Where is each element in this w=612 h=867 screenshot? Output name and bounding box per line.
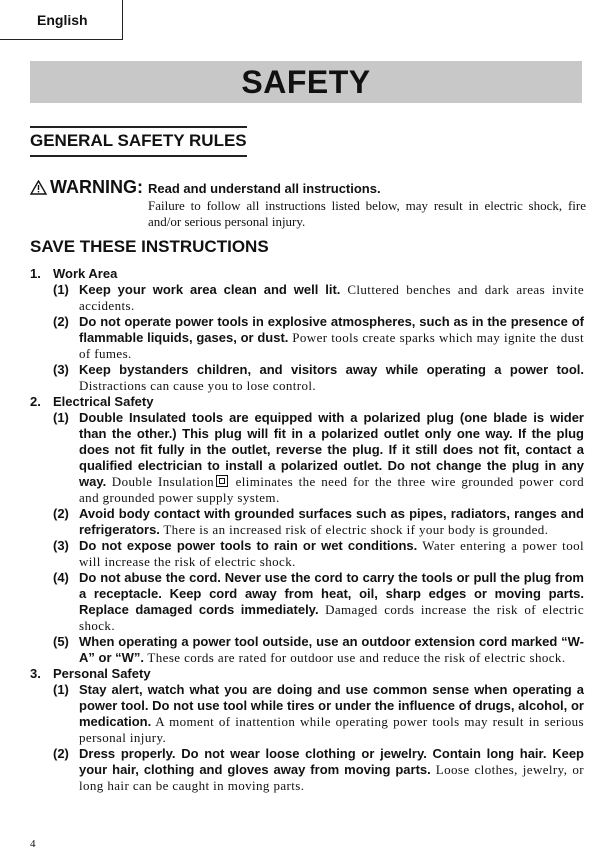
section-title: [30, 394, 584, 410]
rule-explanation: Power tools create sparks which may ignite the dust of fumes.: [79, 330, 584, 361]
rule-explanation: A moment of inattention while operating power tools may result in serious personal injury.: [79, 714, 584, 745]
section-number: 1.: [30, 266, 41, 281]
rule-item: [30, 282, 584, 314]
item-number: (1): [53, 282, 69, 297]
warning-word: WARNING:: [50, 177, 143, 197]
language-tab: [0, 0, 123, 40]
rule-emphasis: Keep your work area clean and well lit.: [79, 282, 341, 297]
item-number: (4): [53, 570, 69, 585]
rule-explanation: Damaged cords increase the risk of electric shock.: [79, 602, 584, 633]
rule-section: [30, 266, 584, 394]
save-instructions-heading: SAVE THESE INSTRUCTIONS: [30, 237, 269, 256]
rule-section: [30, 666, 584, 794]
item-number: (2): [53, 506, 69, 521]
rule-emphasis: When operating a power tool outside, use an outdoor extension cord marked “W-A” or “W”.: [79, 634, 584, 665]
rule-emphasis: Do not operate power tools in explosive atmospheres, such as in the presence of flammable liquids, gases, or dust.: [79, 314, 584, 345]
rule-explanation: Loose clothes, jewelry, or long hair can be caught in moving parts.: [79, 762, 584, 793]
item-number: (2): [53, 314, 69, 329]
section-title-text: Electrical Safety: [53, 394, 154, 409]
rule-emphasis: Avoid body contact with grounded surfaces such as pipes, radiators, ranges and refrigerators.: [79, 506, 584, 537]
rule-emphasis: Stay alert, watch what you are doing and use common sense when operating a power tool. Do not use tool while tires or under the influence of drugs, alcohol, or medication.: [79, 682, 584, 729]
rule-item: [30, 634, 584, 666]
section-title-text: Personal Safety: [53, 666, 151, 681]
rule-emphasis: Do not expose power tools to rain or wet conditions.: [79, 538, 418, 553]
warning-body: Failure to follow all instructions listed below, may result in electric shock, fire and/or serious personal injury.: [148, 198, 586, 229]
rule-item: [30, 506, 584, 538]
safety-rules-list: [30, 266, 584, 794]
general-safety-heading: GENERAL SAFETY RULES: [30, 126, 247, 157]
rule-explanation: Distractions can cause you to lose control.: [79, 378, 317, 393]
rule-emphasis: Double Insulated tools are equipped with a polarized plug (one blade is wider than the other.) This plug will fit in a polarized outlet only one way. If the plug does not fit fully in the outlet, reverse the plug. If it still does not fit, contact a qualified electrician to install a polarized outlet. Do not change the plug in any way.: [79, 410, 584, 489]
rule-item: [30, 410, 584, 506]
section-number: 3.: [30, 666, 41, 681]
rule-item: [30, 682, 584, 746]
item-number: (3): [53, 538, 69, 553]
item-number: (2): [53, 746, 69, 761]
safety-banner: [30, 61, 582, 103]
rule-item: [30, 362, 584, 394]
section-title: [30, 666, 584, 682]
rule-section: [30, 394, 584, 666]
banner-title: SAFETY: [241, 64, 371, 100]
rule-item: [30, 538, 584, 570]
rule-item: [30, 746, 584, 794]
rule-explanation: These cords are rated for outdoor use and reduce the risk of electric shock.: [144, 650, 566, 665]
double-insulation-icon: [216, 475, 228, 487]
section-number: 2.: [30, 394, 41, 409]
item-number: (3): [53, 362, 69, 377]
warning-triangle-icon: [30, 180, 47, 195]
rule-emphasis: Do not abuse the cord. Never use the cord to carry the tools or pull the plug from a receptacle. Keep cord away from heat, oil, sharp edges or moving parts. Replace damaged cords immediately.: [79, 570, 584, 617]
item-number: (1): [53, 410, 69, 425]
section-title: [30, 266, 584, 282]
rule-emphasis: Keep bystanders children, and visitors away while operating a power tool.: [79, 362, 584, 377]
rule-explanation: There is an increased risk of electric shock if your body is grounded.: [159, 522, 549, 537]
section-title-text: Work Area: [53, 266, 118, 281]
warning-headline: Read and understand all instructions.: [148, 181, 381, 196]
rule-explanation: Water entering a power tool will increase the risk of electric shock.: [79, 538, 584, 569]
rule-explanation: Cluttered benches and dark areas invite accidents.: [79, 282, 584, 313]
language-label: English: [37, 12, 88, 28]
item-number: (5): [53, 634, 69, 649]
page-number: 4: [30, 838, 36, 850]
item-number: (1): [53, 682, 69, 697]
rule-explanation: Double Insulation: [106, 474, 215, 489]
rule-explanation-continued: eliminates the need for the three wire grounded power cord and grounded power supply system.: [79, 474, 584, 505]
rule-emphasis: Dress properly. Do not wear loose clothing or jewelry. Contain long hair. Keep your hair, clothing and gloves away from moving parts.: [79, 746, 584, 777]
rule-item: [30, 570, 584, 634]
rule-item: [30, 314, 584, 362]
